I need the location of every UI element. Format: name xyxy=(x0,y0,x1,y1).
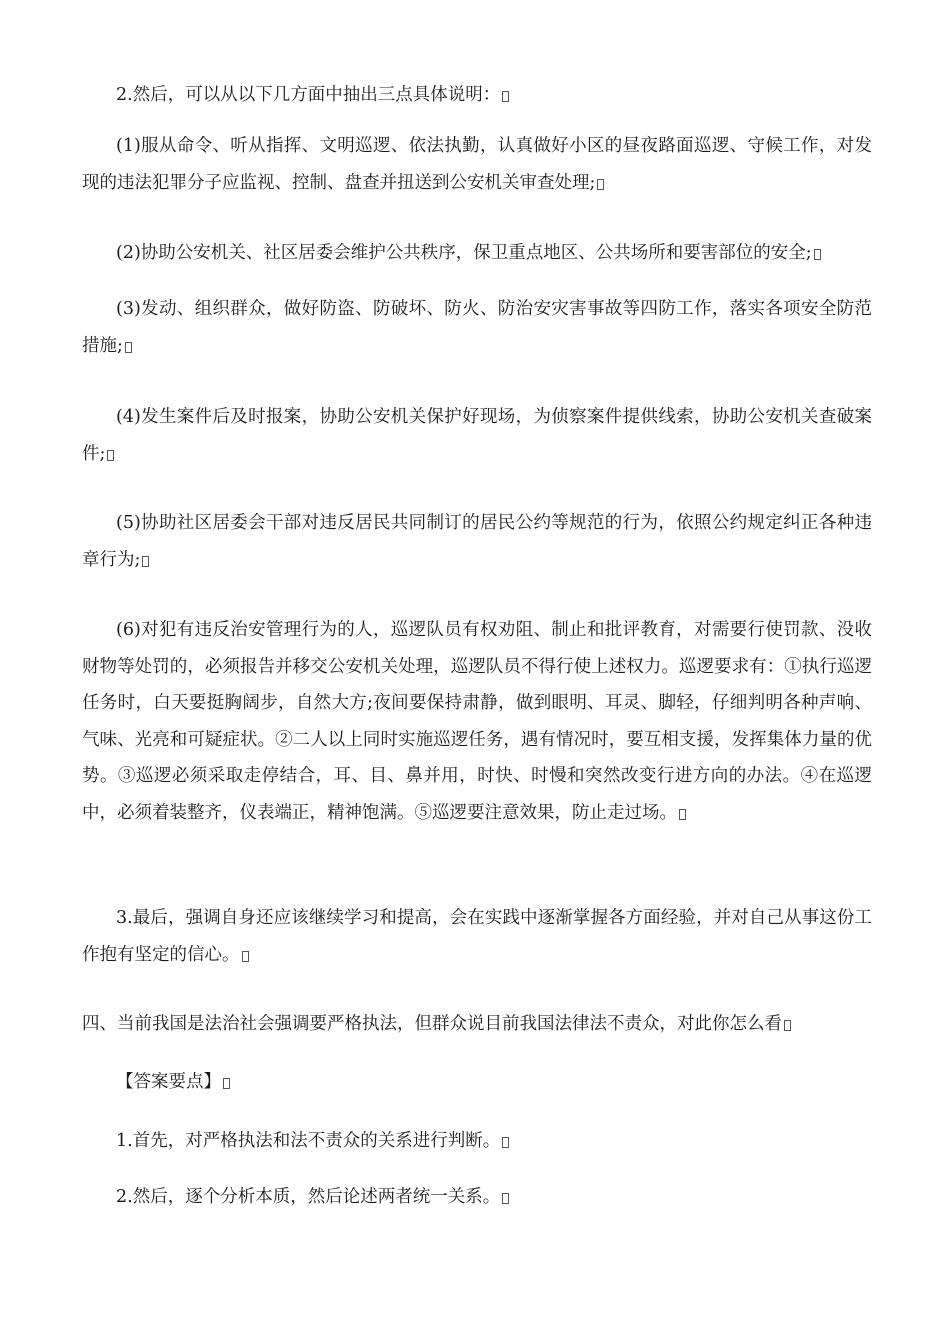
paragraph-mark-icon xyxy=(223,1078,230,1089)
paragraph-mark-icon xyxy=(107,450,114,461)
paragraph-mark-icon xyxy=(814,249,821,260)
section-heading-text: 四、当前我国是法治社会强调要严格执法，但群众说目前我国法律法不责众，对此你怎么看 xyxy=(82,1014,782,1034)
paragraph xyxy=(82,399,872,472)
paragraph-mark-icon xyxy=(679,809,686,820)
paragraph xyxy=(82,900,872,973)
paragraph-text: (6)对犯有违反治安管理行为的人，巡逻队员有权劝阻、制止和批评教育，对需要行使罚款、没收财物等处罚的，必须报告并移交公安机关处理，巡逻队员不得行使上述权力。巡逻要求有：①执行巡逻任务时，白天要挺胸阔步，自然大方;夜间要保持肃静，做到眼明、耳灵、脚轻，仔细判明各种声响、气味、光亮和可疑症状。②二人以上同时实施巡逻任务，遇有情况时，要互相支援，发挥集体力量的优势。③巡逻必须采取走停结合，耳、目、鼻并用，时快、时慢和突然改变行进方向的办法。④在巡逻中，必须着装整齐，仪表端正，精神饱满。⑤巡逻要注意效果，防止走过场。 xyxy=(82,620,872,823)
paragraph xyxy=(82,291,872,364)
paragraph xyxy=(82,77,872,114)
paragraph-mark-icon xyxy=(125,342,132,353)
paragraph-mark-icon xyxy=(142,556,149,567)
paragraph xyxy=(82,505,872,578)
paragraph-text: 1.首先，对严格执法和法不责众的关系进行判断。 xyxy=(116,1131,501,1151)
paragraph-text: 3.最后，强调自身还应该继续学习和提高，会在实践中逐渐掌握各方面经验，并对自己从事这份工作抱有坚定的信心。 xyxy=(82,908,872,965)
section-heading xyxy=(82,1006,872,1043)
paragraph xyxy=(82,612,872,831)
paragraph-text: (4)发生案件后及时报案，协助公安机关保护好现场，为侦察案件提供线索，协助公安机关查破案件; xyxy=(82,407,872,464)
paragraph xyxy=(82,1123,872,1160)
paragraph-text: 2.然后，逐个分析本质，然后论述两者统一关系。 xyxy=(116,1187,501,1207)
paragraph-text: 2.然后，可以从以下几方面中抽出三点具体说明： xyxy=(116,85,501,105)
paragraph-mark-icon xyxy=(502,1193,509,1204)
paragraph-text: (5)协助社区居委会干部对违反居民共同制订的居民公约等规范的行为，依照公约规定纠正各种违章行为; xyxy=(82,513,872,570)
paragraph xyxy=(82,1179,872,1216)
paragraph-mark-icon xyxy=(502,91,509,102)
answer-label xyxy=(82,1064,872,1101)
paragraph-mark-icon xyxy=(242,951,249,962)
paragraph-mark-icon xyxy=(784,1020,791,1031)
paragraph-text: (2)协助公安机关、社区居委会维护公共秩序，保卫重点地区、公共场所和要害部位的安全; xyxy=(116,243,812,263)
paragraph-mark-icon xyxy=(597,179,604,190)
paragraph-text: (1)服从命令、听从指挥、文明巡逻、依法执勤，认真做好小区的昼夜路面巡逻、守候工作，对发现的违法犯罪分子应监视、控制、盘查并扭送到公安机关审查处理; xyxy=(82,136,872,193)
paragraph-mark-icon xyxy=(502,1137,509,1148)
paragraph xyxy=(82,128,872,201)
paragraph-text: (3)发动、组织群众，做好防盗、防破坏、防火、防治安灾害事故等四防工作，落实各项安全防范措施; xyxy=(82,299,872,356)
paragraph xyxy=(82,235,872,272)
answer-label-text: 【答案要点】 xyxy=(116,1072,221,1092)
